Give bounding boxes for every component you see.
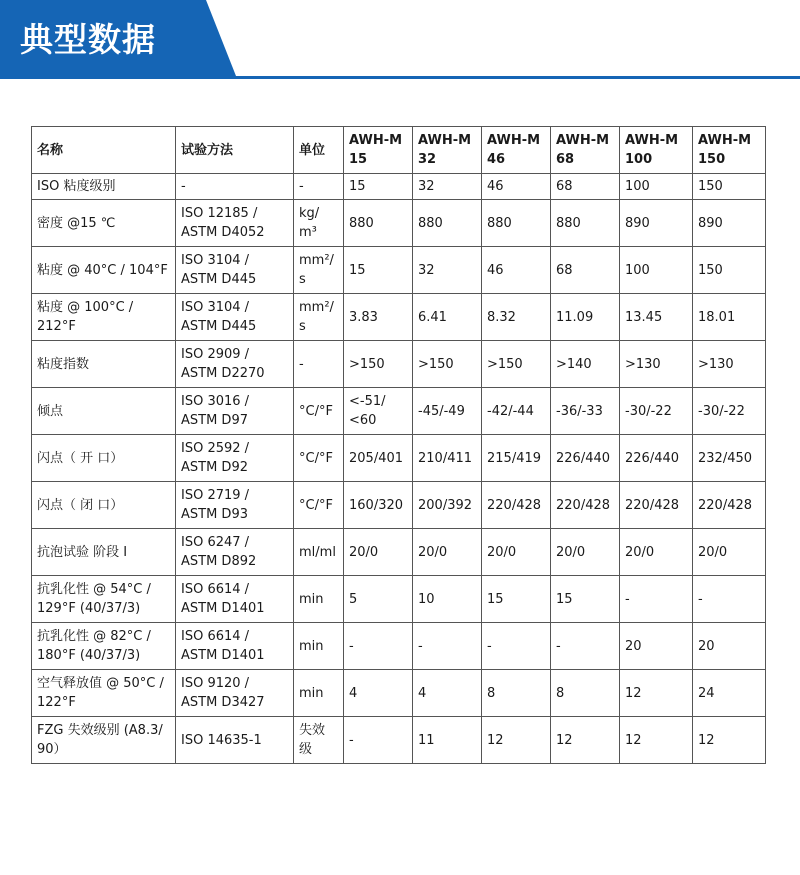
column-header: 名称: [32, 127, 176, 174]
value-cell: 18.01: [693, 294, 766, 341]
typical-data-table: [31, 126, 766, 764]
property-name-cell: 粘度 @ 100°C / 212°F: [32, 294, 176, 341]
value-cell: 15: [344, 174, 413, 200]
value-cell: 5: [344, 576, 413, 623]
property-name-cell: ISO 粘度级别: [32, 174, 176, 200]
value-cell: 8: [482, 670, 551, 717]
value-cell: -: [344, 717, 413, 764]
value-cell: >150: [344, 341, 413, 388]
value-cell: 160/320: [344, 482, 413, 529]
test-method-cell: ISO 2719 / ASTM D93: [176, 482, 294, 529]
value-cell: >140: [551, 341, 620, 388]
table-row: [32, 388, 766, 435]
value-cell: 20/0: [620, 529, 693, 576]
value-cell: >130: [620, 341, 693, 388]
value-cell: 20/0: [551, 529, 620, 576]
value-cell: 12: [620, 670, 693, 717]
unit-cell: ml/ml: [294, 529, 344, 576]
table-row: [32, 200, 766, 247]
value-cell: <-51/ <60: [344, 388, 413, 435]
test-method-cell: ISO 14635-1: [176, 717, 294, 764]
value-cell: 232/450: [693, 435, 766, 482]
value-cell: 15: [344, 247, 413, 294]
test-method-cell: ISO 9120 / ASTM D3427: [176, 670, 294, 717]
value-cell: 32: [413, 247, 482, 294]
test-method-cell: ISO 6614 / ASTM D1401: [176, 576, 294, 623]
value-cell: 10: [413, 576, 482, 623]
value-cell: >130: [693, 341, 766, 388]
value-cell: 20/0: [413, 529, 482, 576]
test-method-cell: ISO 3016 / ASTM D97: [176, 388, 294, 435]
value-cell: 100: [620, 247, 693, 294]
value-cell: 6.41: [413, 294, 482, 341]
value-cell: 20/0: [482, 529, 551, 576]
column-header: AWH-M 15: [344, 127, 413, 174]
column-header: 试验方法: [176, 127, 294, 174]
value-cell: 15: [551, 576, 620, 623]
value-cell: 150: [693, 174, 766, 200]
value-cell: 20/0: [344, 529, 413, 576]
test-method-cell: ISO 2592 / ASTM D92: [176, 435, 294, 482]
value-cell: 220/428: [693, 482, 766, 529]
value-cell: 13.45: [620, 294, 693, 341]
value-cell: -: [344, 623, 413, 670]
value-cell: 68: [551, 174, 620, 200]
table-row: [32, 576, 766, 623]
table-row: [32, 482, 766, 529]
unit-cell: min: [294, 576, 344, 623]
value-cell: 3.83: [344, 294, 413, 341]
test-method-cell: ISO 3104 / ASTM D445: [176, 247, 294, 294]
value-cell: 12: [482, 717, 551, 764]
page-title: 典型数据: [20, 20, 156, 59]
unit-cell: min: [294, 623, 344, 670]
value-cell: 210/411: [413, 435, 482, 482]
property-name-cell: 粘度 @ 40°C / 104°F: [32, 247, 176, 294]
table-row: [32, 717, 766, 764]
value-cell: 46: [482, 174, 551, 200]
property-name-cell: 倾点: [32, 388, 176, 435]
value-cell: 32: [413, 174, 482, 200]
value-cell: 100: [620, 174, 693, 200]
column-header: AWH-M 150: [693, 127, 766, 174]
value-cell: 12: [693, 717, 766, 764]
test-method-cell: ISO 3104 / ASTM D445: [176, 294, 294, 341]
value-cell: -42/-44: [482, 388, 551, 435]
value-cell: 890: [693, 200, 766, 247]
value-cell: -30/-22: [620, 388, 693, 435]
value-cell: -: [482, 623, 551, 670]
table-header-row: [32, 127, 766, 174]
value-cell: 8.32: [482, 294, 551, 341]
test-method-cell: ISO 6247 / ASTM D892: [176, 529, 294, 576]
value-cell: 220/428: [551, 482, 620, 529]
value-cell: -: [620, 576, 693, 623]
value-cell: -: [693, 576, 766, 623]
value-cell: -36/-33: [551, 388, 620, 435]
value-cell: 20: [693, 623, 766, 670]
unit-cell: mm²/ s: [294, 247, 344, 294]
table-row: [32, 294, 766, 341]
column-header: AWH-M 100: [620, 127, 693, 174]
value-cell: 11.09: [551, 294, 620, 341]
table-row: [32, 341, 766, 388]
unit-cell: min: [294, 670, 344, 717]
value-cell: 200/392: [413, 482, 482, 529]
value-cell: 4: [413, 670, 482, 717]
value-cell: 11: [413, 717, 482, 764]
value-cell: 205/401: [344, 435, 413, 482]
property-name-cell: 闪点（ 开 口）: [32, 435, 176, 482]
value-cell: 68: [551, 247, 620, 294]
unit-cell: -: [294, 174, 344, 200]
value-cell: >150: [482, 341, 551, 388]
unit-cell: -: [294, 341, 344, 388]
property-name-cell: 空气释放值 @ 50°C / 122°F: [32, 670, 176, 717]
unit-cell: °C/°F: [294, 435, 344, 482]
table-row: [32, 670, 766, 717]
test-method-cell: ISO 2909 / ASTM D2270: [176, 341, 294, 388]
table-row: [32, 623, 766, 670]
value-cell: 150: [693, 247, 766, 294]
value-cell: 15: [482, 576, 551, 623]
column-header: 单位: [294, 127, 344, 174]
value-cell: 220/428: [620, 482, 693, 529]
table-row: [32, 247, 766, 294]
property-name-cell: FZG 失效级别 (A8.3/ 90）: [32, 717, 176, 764]
value-cell: 880: [413, 200, 482, 247]
value-cell: 12: [551, 717, 620, 764]
value-cell: 20/0: [693, 529, 766, 576]
value-cell: 880: [482, 200, 551, 247]
unit-cell: kg/ m³: [294, 200, 344, 247]
value-cell: 880: [551, 200, 620, 247]
value-cell: 46: [482, 247, 551, 294]
table-row: [32, 529, 766, 576]
table-row: [32, 174, 766, 200]
unit-cell: mm²/ s: [294, 294, 344, 341]
value-cell: 226/440: [620, 435, 693, 482]
property-name-cell: 密度 @15 ℃: [32, 200, 176, 247]
test-method-cell: -: [176, 174, 294, 200]
value-cell: -: [413, 623, 482, 670]
value-cell: 220/428: [482, 482, 551, 529]
value-cell: -30/-22: [693, 388, 766, 435]
property-name-cell: 抗乳化性 @ 54°C / 129°F (40/37/3): [32, 576, 176, 623]
value-cell: 12: [620, 717, 693, 764]
property-name-cell: 抗乳化性 @ 82°C / 180°F (40/37/3): [32, 623, 176, 670]
column-header: AWH-M 32: [413, 127, 482, 174]
value-cell: 4: [344, 670, 413, 717]
value-cell: >150: [413, 341, 482, 388]
value-cell: 226/440: [551, 435, 620, 482]
value-cell: 890: [620, 200, 693, 247]
unit-cell: 失效 级: [294, 717, 344, 764]
unit-cell: °C/°F: [294, 388, 344, 435]
value-cell: 880: [344, 200, 413, 247]
property-name-cell: 抗泡试验 阶段 I: [32, 529, 176, 576]
value-cell: -: [551, 623, 620, 670]
header-underline: [0, 76, 800, 79]
table-row: [32, 435, 766, 482]
property-name-cell: 粘度指数: [32, 341, 176, 388]
column-header: AWH-M 46: [482, 127, 551, 174]
value-cell: 8: [551, 670, 620, 717]
unit-cell: °C/°F: [294, 482, 344, 529]
value-cell: 20: [620, 623, 693, 670]
value-cell: 24: [693, 670, 766, 717]
test-method-cell: ISO 12185 / ASTM D4052: [176, 200, 294, 247]
value-cell: -45/-49: [413, 388, 482, 435]
column-header: AWH-M 68: [551, 127, 620, 174]
property-name-cell: 闪点（ 闭 口）: [32, 482, 176, 529]
test-method-cell: ISO 6614 / ASTM D1401: [176, 623, 294, 670]
value-cell: 215/419: [482, 435, 551, 482]
